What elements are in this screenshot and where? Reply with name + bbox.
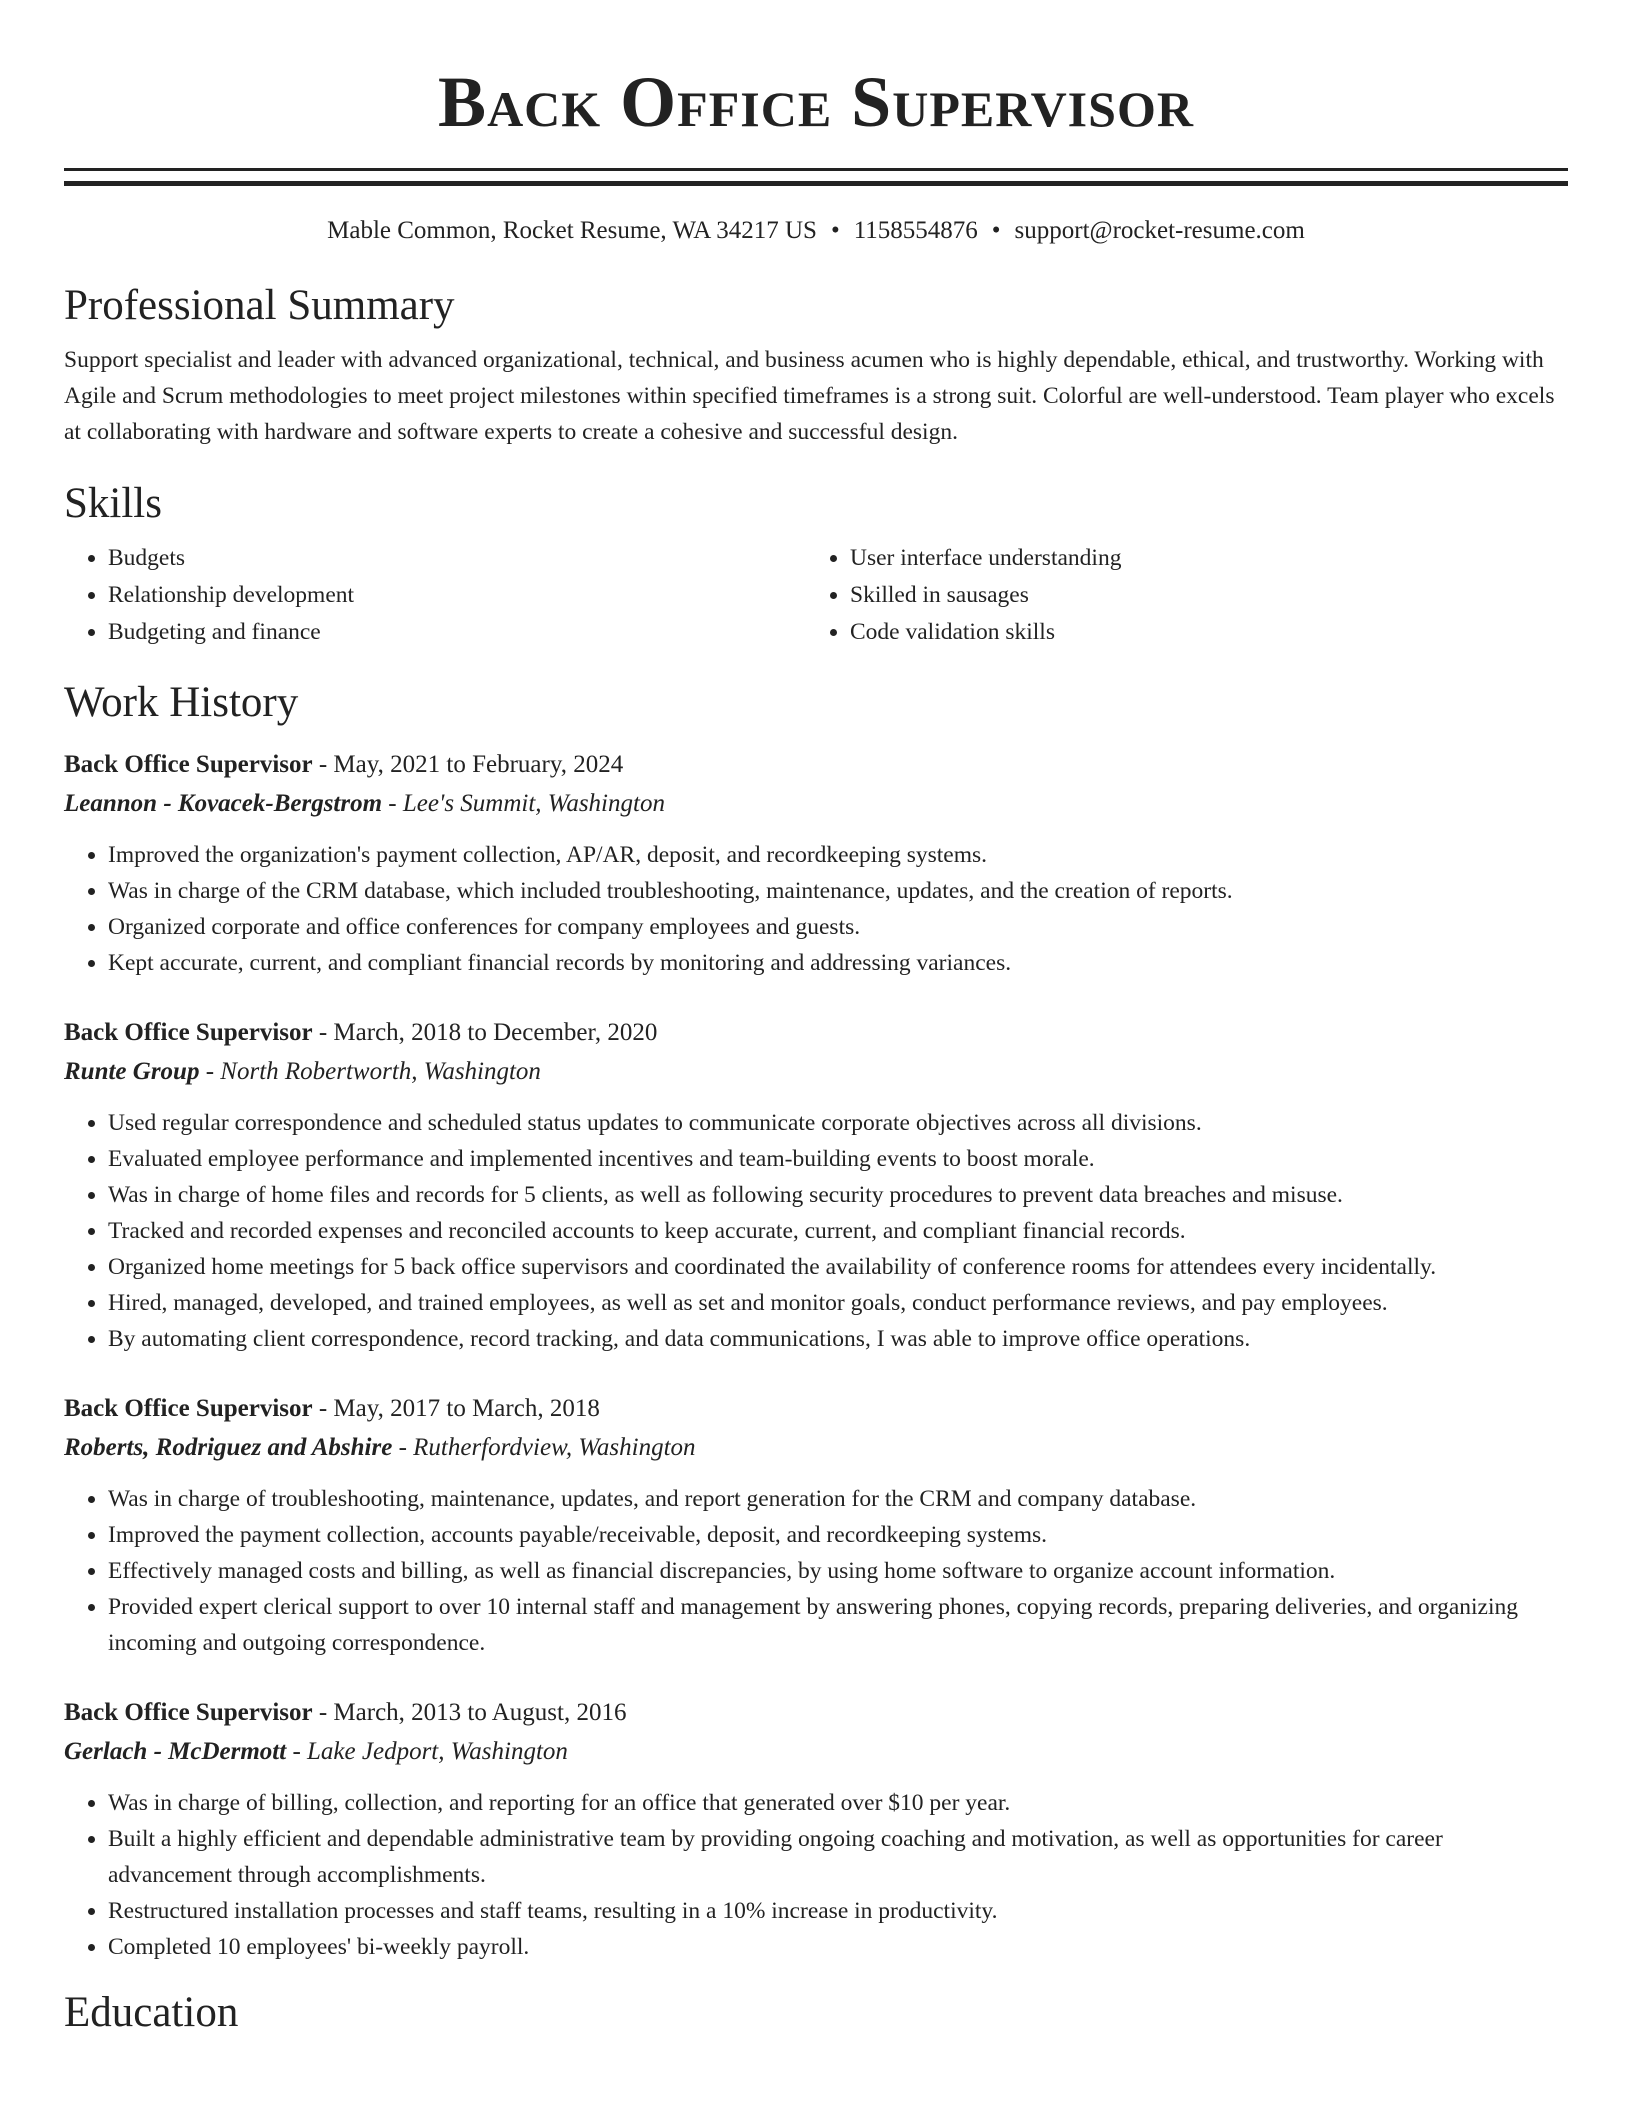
job-title-line bbox=[64, 1391, 1568, 1427]
job-bullet: • Was in charge of billing, collection, and reporting for an office that generated over $10 per year. bbox=[108, 1785, 1568, 1821]
skill-item: • User interface understanding bbox=[850, 540, 1568, 577]
job-location: - Lake Jedport, Washington bbox=[286, 1738, 568, 1765]
skills-heading: Skills bbox=[64, 480, 162, 527]
contact-email: support@rocket-resume.com bbox=[1014, 217, 1305, 244]
contact-separator: • bbox=[991, 217, 1001, 244]
job-bullet: • Built a highly efficient and dependable administrative team by providing ongoing coaching and motivation, as well as opportunities for career advancement through accomplishments. bbox=[108, 1821, 1568, 1893]
job-location: - North Robertworth, Washington bbox=[199, 1058, 541, 1085]
job-company-line bbox=[64, 1054, 1568, 1090]
job-company: Gerlach - McDermott bbox=[64, 1738, 287, 1765]
job-bullet: • Used regular correspondence and scheduled status updates to communicate corporate objectives across all divisions. bbox=[108, 1105, 1568, 1141]
job-bullet: • Organized home meetings for 5 back office supervisors and coordinated the availability of conference rooms for attendees every incidentally. bbox=[108, 1249, 1568, 1285]
skills-list-left bbox=[64, 540, 806, 651]
job-dates: - May, 2017 to March, 2018 bbox=[312, 1395, 600, 1422]
skill-item: • Budgeting and finance bbox=[108, 614, 806, 651]
job-bullets bbox=[64, 1105, 1568, 1357]
skill-item: • Budgets bbox=[108, 540, 806, 577]
skill-item: • Code validation skills bbox=[850, 614, 1568, 651]
job-company-line bbox=[64, 1430, 1568, 1466]
job-bullets bbox=[64, 837, 1568, 981]
job-location: - Rutherfordview, Washington bbox=[392, 1434, 696, 1461]
job-bullet: • Tracked and recorded expenses and reconciled accounts to keep accurate, current, and compliant financial records. bbox=[108, 1213, 1568, 1249]
job-entry bbox=[64, 1695, 1568, 1965]
work-history-section bbox=[64, 677, 1568, 1965]
job-bullet: • Was in charge of the CRM database, which included troubleshooting, maintenance, updates, and the creation of reports. bbox=[108, 873, 1568, 909]
job-company-line bbox=[64, 786, 1568, 822]
job-company: Roberts, Rodriguez and Abshire bbox=[64, 1434, 393, 1461]
education-section bbox=[64, 1987, 1568, 2039]
contact-address: Mable Common, Rocket Resume, WA 34217 US bbox=[327, 217, 817, 244]
job-title-line bbox=[64, 747, 1568, 783]
job-bullet: • Evaluated employee performance and implemented incentives and team-building events to boost morale. bbox=[108, 1141, 1568, 1177]
job-bullet: • Hired, managed, developed, and trained employees, as well as set and monitor goals, conduct performance reviews, and pay employees. bbox=[108, 1285, 1568, 1321]
header-rule bbox=[64, 168, 1568, 186]
job-bullet: • Kept accurate, current, and compliant financial records by monitoring and addressing variances. bbox=[108, 945, 1568, 981]
job-bullet: • Was in charge of home files and records for 5 clients, as well as following security procedures to prevent data breaches and misuse. bbox=[108, 1177, 1568, 1213]
job-bullet: • Was in charge of troubleshooting, maintenance, updates, and report generation for the CRM and company database. bbox=[108, 1481, 1568, 1517]
job-bullet: • Provided expert clerical support to over 10 internal staff and management by answering phones, copying records, preparing deliveries, and organizing incoming and outgoing correspondence. bbox=[108, 1589, 1568, 1661]
contact-line bbox=[64, 214, 1568, 248]
job-title-line bbox=[64, 1695, 1568, 1731]
job-entry bbox=[64, 1015, 1568, 1357]
job-company-line bbox=[64, 1734, 1568, 1770]
job-bullet: • By automating client correspondence, record tracking, and data communications, I was able to improve office operations. bbox=[108, 1321, 1568, 1357]
candidate-name: Back Office Supervisor bbox=[438, 62, 1194, 142]
job-title: Back Office Supervisor bbox=[64, 1699, 313, 1726]
job-bullet: • Improved the payment collection, accounts payable/receivable, deposit, and recordkeeping systems. bbox=[108, 1517, 1568, 1553]
job-title: Back Office Supervisor bbox=[64, 751, 313, 778]
job-company: Leannon - Kovacek-Bergstrom bbox=[64, 790, 383, 817]
job-dates: - May, 2021 to February, 2024 bbox=[312, 751, 624, 778]
job-bullet: • Effectively managed costs and billing, as well as financial discrepancies, by using home software to organize account information. bbox=[108, 1553, 1568, 1589]
job-dates: - March, 2018 to December, 2020 bbox=[312, 1019, 658, 1046]
job-bullets bbox=[64, 1481, 1568, 1661]
summary-section bbox=[64, 280, 1568, 450]
job-title-line bbox=[64, 1015, 1568, 1051]
job-entry bbox=[64, 1391, 1568, 1661]
job-title: Back Office Supervisor bbox=[64, 1019, 313, 1046]
job-bullet: • Restructured installation processes and staff teams, resulting in a 10% increase in productivity. bbox=[108, 1893, 1568, 1929]
skills-list-right bbox=[806, 540, 1568, 651]
summary-heading: Professional Summary bbox=[64, 282, 455, 329]
job-company: Runte Group bbox=[64, 1058, 200, 1085]
skill-item: • Skilled in sausages bbox=[850, 577, 1568, 614]
job-bullet: • Improved the organization's payment collection, AP/AR, deposit, and recordkeeping systems. bbox=[108, 837, 1568, 873]
contact-phone: 1158554876 bbox=[853, 217, 978, 244]
summary-text: Support specialist and leader with advanced organizational, technical, and business acumen who is highly dependable, ethical, and trustworthy. Working with Agile and Scrum methodologies to meet project milestones within specified timeframes is a strong suit. Colorful are well-understood. Team player who excels at collaborating with hardware and software experts to create a cohesive and successful design. bbox=[64, 347, 1555, 445]
education-heading: Education bbox=[64, 1989, 239, 2036]
work-history-heading: Work History bbox=[64, 679, 299, 726]
skill-item: • Relationship development bbox=[108, 577, 806, 614]
job-dates: - March, 2013 to August, 2016 bbox=[312, 1699, 627, 1726]
contact-separator: • bbox=[830, 217, 840, 244]
job-bullet: • Organized corporate and office conferences for company employees and guests. bbox=[108, 909, 1568, 945]
job-location: - Lee's Summit, Washington bbox=[382, 790, 665, 817]
job-bullets bbox=[64, 1785, 1568, 1965]
job-title: Back Office Supervisor bbox=[64, 1395, 313, 1422]
skills-section bbox=[64, 478, 1568, 651]
skills-columns bbox=[64, 540, 1568, 651]
job-entry bbox=[64, 747, 1568, 981]
job-bullet: • Completed 10 employees' bi-weekly payroll. bbox=[108, 1929, 1568, 1965]
